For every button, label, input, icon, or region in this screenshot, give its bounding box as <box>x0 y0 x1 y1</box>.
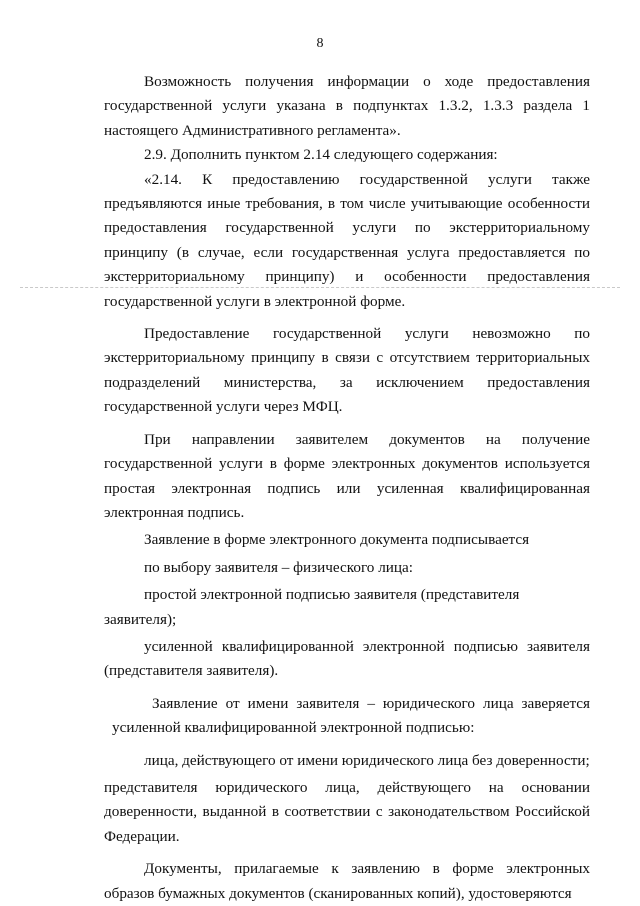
document-body <box>104 70 590 906</box>
paragraph-2: 2.9. Дополнить пунктом 2.14 следующего содержания: <box>144 146 498 164</box>
paragraph-13: Документы, прилагаемые к заявлению в форме электронных образов бумажных документов (сканированных копий), удостоверяются <box>104 860 590 902</box>
paragraph-9: усиленной квалифицированной электронной подписью заявителя (представителя заявителя). <box>104 637 590 680</box>
paragraph-10: Заявление от имени заявителя – юридического лица заверяется усиленной квалифицированной электронной подписью: <box>112 694 590 737</box>
paragraph-3: «2.14. К предоставлению государственной услуги также предъявляются иные требования, в том числе учитывающие особенности предоставления государственной услуги по экстерриториальному принципу (в случае, если государственная услуга предоставляется по экстерриториальному принципу) и особенности предоставления государственной услуги в электронной форме. <box>104 170 590 310</box>
paragraph-1: Возможность получения информации о ходе предоставления государственной услуги указана в подпунктах 1.3.2, 1.3.3 раздела 1 настоящего Административного регламента». <box>104 73 590 139</box>
paragraph-12: представителя юридического лица, действующего на основании доверенности, выданной в соответствии с законодательством Российской Федерации. <box>104 778 590 845</box>
paragraph-7: по выбору заявителя – физического лица: <box>144 558 413 576</box>
paragraph-5: При направлении заявителем документов на получение государственной услуги в форме электронных документов используется простая электронная подпись или усиленная квалифицированная электронная подпись. <box>104 430 590 521</box>
paragraph-4: Предоставление государственной услуги невозможно по экстерриториальному принципу в связи с отсутствием территориальных подразделений министерства, за исключением предоставления государственной услуги через МФЦ. <box>104 325 590 416</box>
paragraph-11: лица, действующего от имени юридического лица без доверенности; <box>144 751 590 769</box>
paragraph-8: простой электронной подписью заявителя (представителя заявителя); <box>104 586 520 628</box>
page-number: 8 <box>316 36 324 51</box>
paragraph-6: Заявление в форме электронного документа подписывается <box>144 531 530 549</box>
